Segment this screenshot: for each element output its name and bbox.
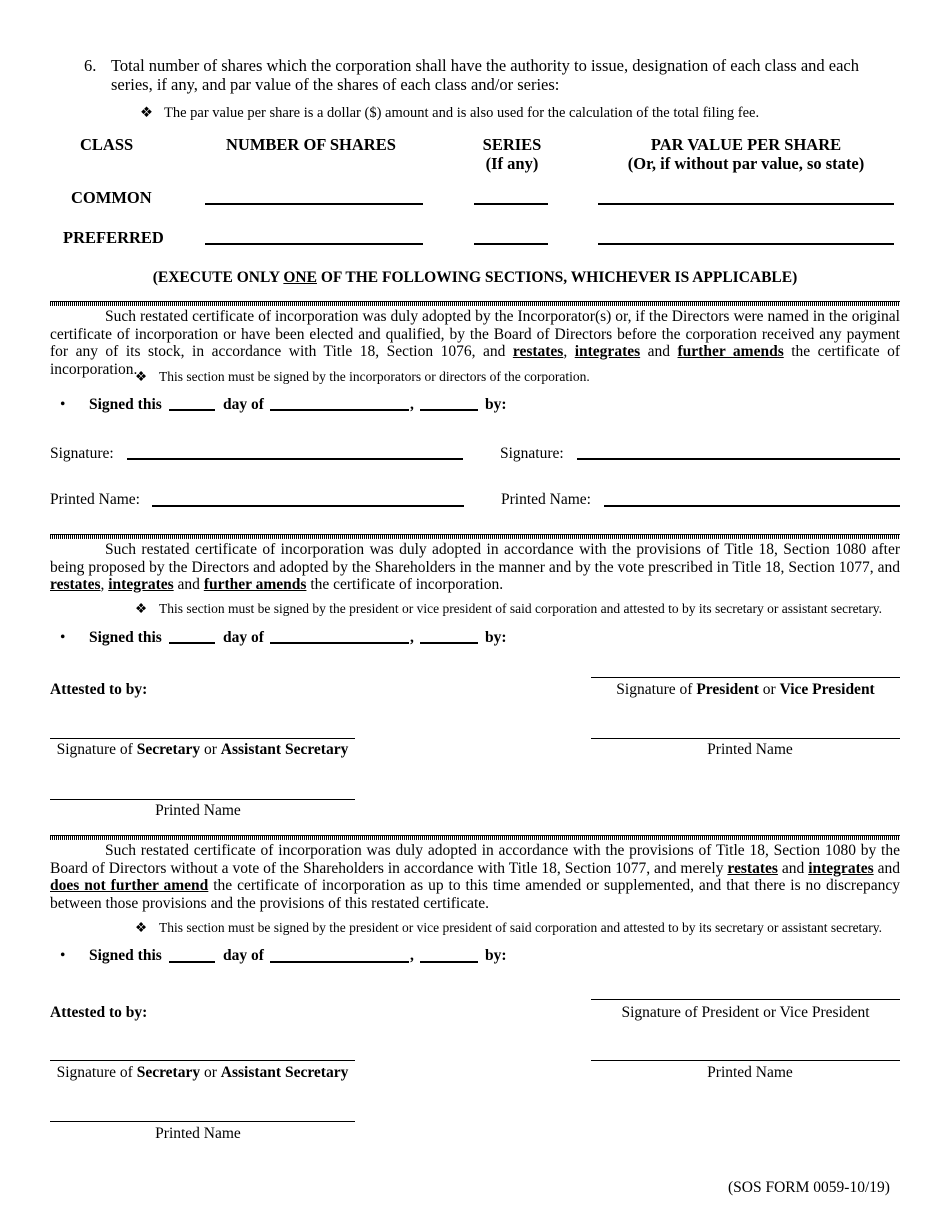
section3-does-not-further-amend: does not further amend [50, 877, 209, 894]
execute-notice [50, 269, 900, 287]
header-series-sub: (If any) [485, 154, 539, 173]
president-signature-field[interactable] [591, 999, 900, 1000]
diamond-icon: ❖ [135, 601, 148, 616]
section1-integrates: integrates [574, 343, 641, 360]
section1-text-a: Such restated certificate of incorporation was duly adopted by the Incorporator(s) or, if the Directors were named in the original certificate of incorporation or have been elected and qualified, by the Board of Directors before the corporation received any payment for any of its stock, in accordance with Title 18, Section 1076, and [50, 308, 900, 360]
section1-and: and [640, 343, 678, 360]
president-printed-name-field[interactable] [591, 738, 900, 739]
secretary-signature-label [50, 1064, 355, 1082]
common-shares-field[interactable] [205, 203, 423, 205]
section3-note [135, 920, 882, 936]
sig-pres-vice-president: Vice President [779, 681, 875, 698]
bullet-icon: • [60, 947, 66, 964]
sig-sec-or: or [200, 741, 221, 758]
header-class: CLASS [80, 135, 134, 154]
section2-note [135, 601, 882, 617]
section3-and2: and [873, 859, 900, 877]
president-signature-label [591, 681, 900, 699]
signature-label-left: Signature: [50, 445, 114, 462]
header-par-value: PAR VALUE PER SHARE [650, 135, 842, 154]
section1-text-b: the certificate of incorporation. [50, 343, 900, 378]
comma: , [410, 947, 414, 964]
header-number-of-shares: NUMBER OF SHARES [226, 135, 396, 154]
signed-this-label: Signed this [89, 629, 162, 646]
signature-label-right: Signature: [500, 445, 564, 462]
comma: , [410, 396, 414, 413]
secretary-signature-field[interactable] [50, 1060, 355, 1061]
year-field[interactable] [420, 961, 478, 963]
section3-integrates: integrates [808, 859, 874, 877]
day-field[interactable] [169, 409, 215, 411]
section1-note [135, 369, 590, 385]
president-printed-name-field[interactable] [591, 1060, 900, 1061]
day-of-label: day of [223, 396, 264, 413]
par-value-note [140, 105, 759, 122]
day-field[interactable] [169, 642, 215, 644]
president-printed-name-label: Printed Name [707, 741, 793, 758]
president-signature-field[interactable] [591, 677, 900, 678]
day-field[interactable] [169, 961, 215, 963]
diamond-icon: ❖ [140, 105, 153, 121]
section2-text-b: the certificate of incorporation. [306, 576, 504, 593]
preferred-shares-field[interactable] [205, 243, 423, 245]
section3-text-a: Such restated certificate of incorporation was duly adopted in accordance with the provisions of Title 18, Section 1080 by the Board of Directors without a vote of the Shareholders in accordance with Title 18, Section 1077, and merely [50, 842, 900, 877]
par-value-note-text: The par value per share is a dollar ($) amount and is also used for the calculation of the total filing fee. [164, 105, 760, 121]
president-printed-name-label: Printed Name [707, 1064, 793, 1081]
section3-note-text: This section must be signed by the president or vice president of said corporation and attested to by its secretary or assistant secretary. [159, 920, 883, 935]
header-par-value-sub: (Or, if without par value, so state) [627, 154, 865, 173]
attested-label: Attested to by: [50, 681, 148, 698]
section3-restates: restates [727, 859, 778, 877]
sig-sec-secretary: Secretary [136, 1064, 201, 1081]
section-divider [50, 835, 900, 840]
section1-paragraph [50, 308, 900, 378]
printed-name-label-left: Printed Name: [50, 491, 140, 508]
signature-field-right[interactable] [577, 458, 900, 460]
section3-and1: and [777, 859, 809, 877]
row-label-preferred: PREFERRED [63, 228, 164, 247]
sig-sec-or: or [200, 1064, 221, 1081]
section2-text-a: Such restated certificate of incorporation was duly adopted in accordance with the provisions of Title 18, Section 1080 after being proposed by the Directors and adopted by the Shareholders in the manner and by the vote prescribed in Title 18, Section 1077, and [50, 541, 900, 576]
month-field[interactable] [270, 409, 409, 411]
section2-note-text: This section must be signed by the president or vice president of said corporation and attested to by its secretary or assistant secretary. [159, 601, 883, 616]
section2-comma: , [100, 576, 109, 593]
comma: , [410, 629, 414, 646]
by-label: by: [485, 629, 507, 646]
secretary-signature-field[interactable] [50, 738, 355, 739]
day-of-label: day of [223, 629, 264, 646]
sig-sec-secretary: Secretary [136, 741, 201, 758]
section3-text-b: the certificate of incorporation as up to this time amended or supplemented, and that there is no discrepancy between those provisions and the provisions of this restated certificate. [50, 877, 900, 912]
printed-name-label-right: Printed Name: [501, 491, 591, 508]
printed-name-field-right[interactable] [604, 505, 900, 507]
sig-sec-pre: Signature of [56, 1064, 137, 1081]
header-series: SERIES [482, 135, 542, 154]
section2-restates: restates [50, 576, 101, 593]
common-par-field[interactable] [598, 203, 894, 205]
sig-sec-assistant-secretary: Assistant Secretary [220, 1064, 349, 1081]
signed-this-label: Signed this [89, 396, 162, 413]
section2-further-amends: further amends [203, 576, 307, 593]
month-field[interactable] [270, 961, 409, 963]
item-text-line1: Total number of shares which the corporation shall have the authority to issue, designation of each class and each [111, 56, 859, 75]
attested-label: Attested to by: [50, 1004, 148, 1021]
execute-notice-pre: (EXECUTE ONLY [152, 269, 284, 286]
by-label: by: [485, 947, 507, 964]
president-signature-label: Signature of President or Vice President [621, 1004, 870, 1021]
section1-comma: , [563, 343, 575, 360]
section2-integrates: integrates [108, 576, 174, 593]
bullet-icon: • [60, 396, 66, 413]
diamond-icon: ❖ [135, 920, 148, 935]
sig-pres-pre: Signature of [616, 681, 697, 698]
section3-paragraph [50, 842, 900, 912]
printed-name-field-left[interactable] [152, 505, 464, 507]
secretary-signature-label [50, 741, 355, 759]
sig-sec-pre: Signature of [56, 741, 137, 758]
month-field[interactable] [270, 642, 409, 644]
secretary-printed-name-label: Printed Name [155, 1125, 241, 1142]
secretary-printed-name-field[interactable] [50, 1121, 355, 1122]
execute-notice-emph: ONE [283, 269, 317, 286]
bullet-icon: • [60, 629, 66, 646]
common-series-field[interactable] [474, 203, 548, 205]
preferred-par-field[interactable] [598, 243, 894, 245]
sig-pres-president: President [696, 681, 759, 698]
diamond-icon: ❖ [135, 369, 148, 384]
section-divider [50, 301, 900, 306]
section1-further-amends: further amends [677, 343, 784, 360]
section1-note-text: This section must be signed by the incorporators or directors of the corporation. [159, 369, 590, 384]
year-field[interactable] [420, 642, 478, 644]
signed-this-label: Signed this [89, 947, 162, 964]
secretary-printed-name-label: Printed Name [155, 802, 241, 819]
preferred-series-field[interactable] [474, 243, 548, 245]
sig-pres-or: or [758, 681, 780, 698]
form-id: (SOS FORM 0059-10/19) [728, 1179, 890, 1196]
item-number: 6. [84, 56, 97, 75]
row-label-common: COMMON [71, 188, 152, 207]
section2-and: and [173, 576, 204, 593]
sig-sec-assistant-secretary: Assistant Secretary [220, 741, 349, 758]
year-field[interactable] [420, 409, 478, 411]
section1-restates: restates [512, 343, 564, 360]
day-of-label: day of [223, 947, 264, 964]
section2-paragraph [50, 541, 900, 594]
secretary-printed-name-field[interactable] [50, 799, 355, 800]
execute-notice-post: OF THE FOLLOWING SECTIONS, WHICHEVER IS APPLICABLE) [316, 269, 798, 286]
by-label: by: [485, 396, 507, 413]
item-text-line2: series, if any, and par value of the shares of each class and/or series: [111, 75, 560, 94]
signature-field-left[interactable] [127, 458, 463, 460]
section-divider [50, 534, 900, 539]
